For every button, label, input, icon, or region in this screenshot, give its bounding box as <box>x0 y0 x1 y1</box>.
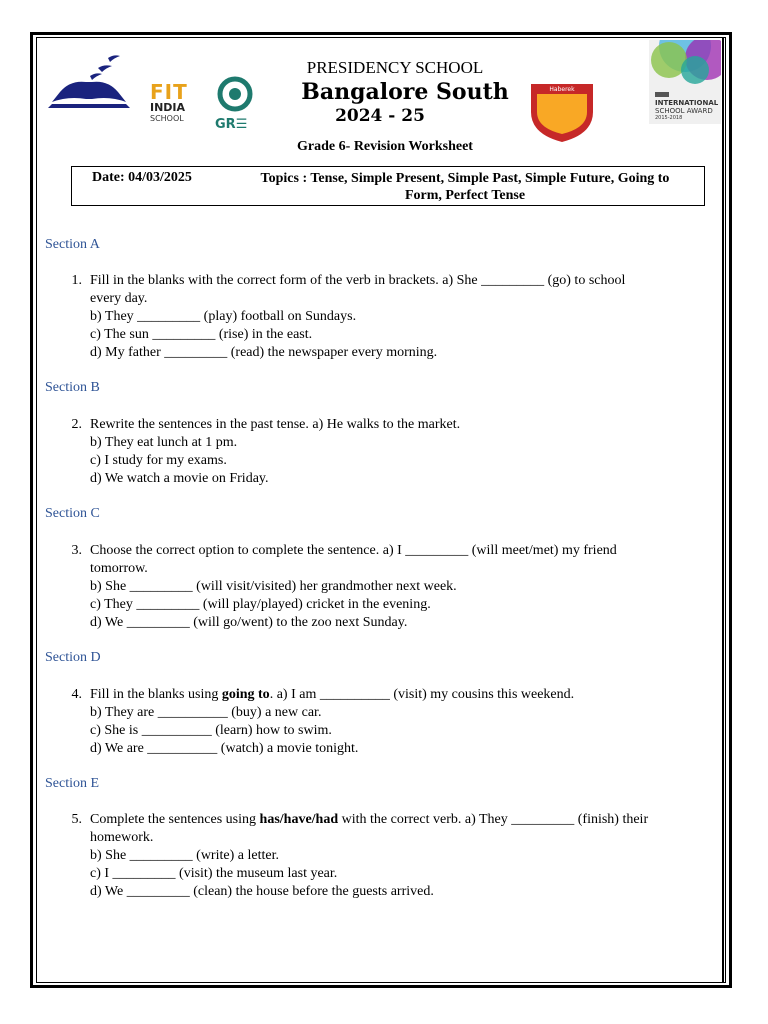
topics-label <box>240 170 690 204</box>
question-text: Fill in the blanks using <box>90 687 222 702</box>
question-line: c) She is __________ (learn) how to swim. <box>90 723 332 738</box>
question-line: c) I _________ (visit) the museum last year. <box>90 866 338 881</box>
question-number: 1. <box>71 273 82 288</box>
school-text: SCHOOL <box>150 114 184 123</box>
question-line: d) My father _________ (read) the newspaper every morning. <box>90 345 438 360</box>
question-text: with the correct verb. a) They _________ (finish) their <box>338 812 649 827</box>
date-label: Date: 04/03/2025 <box>92 170 192 185</box>
question-line: d) We _________ (clean) the house before the guests arrived. <box>90 884 434 899</box>
question-line <box>90 811 704 829</box>
page-border-right <box>722 37 724 983</box>
question-text: Complete the sentences using <box>90 812 260 827</box>
section-c-heading: Section C <box>45 506 100 521</box>
question-emphasis: going to <box>221 687 270 702</box>
question-line: every day. <box>90 291 148 306</box>
question-line: c) I study for my exams. <box>90 453 227 468</box>
question-line: Choose the correct option to complete the sentence. a) I _________ (will meet/met) my friend <box>90 543 617 558</box>
presidency-school-logo <box>46 52 132 112</box>
question-line: Rewrite the sentences in the past tense. a) He walks to the market. <box>90 417 461 432</box>
topics-line-2: Form, Perfect Tense <box>404 188 526 203</box>
question-line: tomorrow. <box>90 561 148 576</box>
question-number: 2. <box>71 417 82 432</box>
award-line3: 2015-2018 <box>655 115 683 121</box>
award-line1: INTERNATIONAL <box>655 99 719 107</box>
british-council-mark <box>655 92 669 97</box>
academic-year: 2024 - 25 <box>335 106 425 126</box>
question-line: d) We _________ (will go/went) to the zoo next Sunday. <box>90 615 408 630</box>
date-topics-box <box>71 166 705 206</box>
award-line2: SCHOOL AWARD <box>655 107 713 115</box>
fit-text: FIT <box>150 80 188 104</box>
question-emphasis: has/have/had <box>259 812 339 827</box>
question-1 <box>64 272 704 362</box>
crest-label: Haberek <box>549 86 575 93</box>
question-5 <box>64 811 704 901</box>
section-a-heading: Section A <box>45 237 100 252</box>
worksheet-title: Grade 6- Revision Worksheet <box>297 139 473 154</box>
topics-line-1: Topics : Tense, Simple Present, Simple Past, Simple Future, Going to <box>260 171 670 186</box>
india-text: INDIA <box>150 101 186 114</box>
international-school-award-logo <box>649 40 721 124</box>
question-line: Fill in the blanks with the correct form of the verb in brackets. a) She _________ (go) to school <box>90 273 626 288</box>
green-label: GR <box>215 117 236 132</box>
question-line: d) We are __________ (watch) a movie tonight. <box>90 741 359 756</box>
question-3 <box>64 542 704 632</box>
question-2 <box>64 416 704 488</box>
question-line: homework. <box>90 830 154 845</box>
question-line <box>90 686 704 704</box>
green-school-logo <box>215 76 263 134</box>
question-line: c) They _________ (will play/played) cricket in the evening. <box>90 597 431 612</box>
fit-india-logo <box>150 82 196 130</box>
question-line: b) She _________ (write) a letter. <box>90 848 279 863</box>
question-number: 4. <box>71 687 82 702</box>
question-text: . a) I am __________ (visit) my cousins this weekend. <box>269 687 575 702</box>
school-crest-logo <box>527 80 597 144</box>
question-line: d) We watch a movie on Friday. <box>90 471 269 486</box>
question-line: b) They _________ (play) football on Sundays. <box>90 309 357 324</box>
question-line: b) They eat lunch at 1 pm. <box>90 435 238 450</box>
section-b-heading: Section B <box>45 380 100 395</box>
green-text: GR☰ <box>215 117 246 132</box>
question-number: 3. <box>71 543 82 558</box>
question-line: b) They are __________ (buy) a new car. <box>90 705 322 720</box>
question-line: b) She _________ (will visit/visited) her grandmother next week. <box>90 579 457 594</box>
section-e-heading: Section E <box>45 776 100 791</box>
question-line: c) The sun _________ (rise) in the east. <box>90 327 313 342</box>
question-4 <box>64 686 704 758</box>
branch-name: Bangalore South <box>301 79 509 105</box>
school-name: PRESIDENCY SCHOOL <box>306 58 484 77</box>
question-number: 5. <box>71 812 82 827</box>
section-d-heading: Section D <box>45 650 101 665</box>
